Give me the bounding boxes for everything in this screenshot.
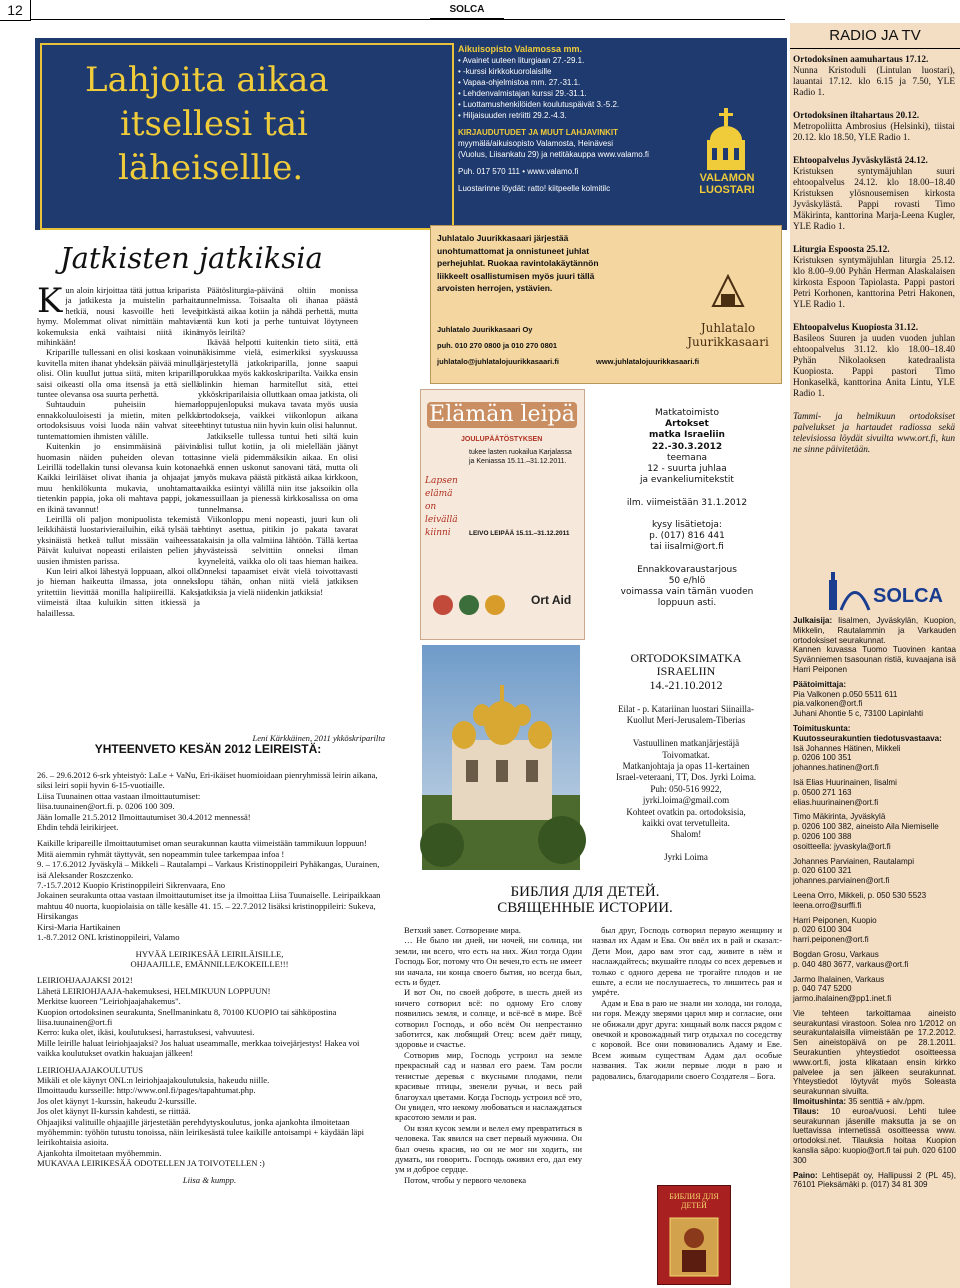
russian-title-line1: БИБЛИЯ ДЛЯ ДЕТЕЙ. — [510, 884, 660, 900]
summary-line: Ohjaajiksi valituille ohjaajille järjestetään perehdytyskoulutus, jonka ajankohta ilmoitetaan myöhemmin: työhön tutustu tonoissa, näin leirikesästä tulee kaikille antoisampi + käydään läpi leirikohtaisia asioita. — [37, 1116, 365, 1148]
ad-slogan-line: läheisellle. — [118, 148, 304, 188]
header-rule — [30, 19, 785, 20]
juhla-line: perhejuhlat. Ruokaa ravintolakäytännön — [437, 258, 599, 268]
paragraph-text: Kun leiri alkoi lähestyä loppuaan, alkoi olla jo hieman haikeutta ilmassa, jota onneksi yritettiin lievittää monilla halipiireillä. Kaksi viimeistä iltaa kuluikin sitten itkiessä ja halaillessa. — [37, 565, 200, 618]
radio-item — [793, 111, 955, 144]
ad-phone[interactable]: Puh. 017 570 111 • www.valamo.fi — [458, 167, 579, 176]
imprint-text: Iisalmen, Jyväskylän, Kuopion, Mikkelin, Rautalammin ja Varkauden ortodoksiset seurakunnat. — [793, 616, 956, 645]
russian-paragraph: Ветхий завет. Сотворение мира. — [404, 925, 521, 935]
juhla-lines — [437, 232, 677, 295]
summary-line: 26. – 29.6.2012 6-srk yhteistyö: LaLe + VaNu, Eri-ikäiset huomioidaan pienryhmissä leirin aikana, siksi leiri sopii hyvin 6-15-vuotiaille. — [37, 770, 378, 791]
imprint-line — [793, 798, 956, 808]
ad-booking-text: myymälä/aikuisopisto Valamosta, Heinävesi — [458, 139, 614, 148]
matka-line: ja evankeliumitekstit — [640, 475, 734, 486]
israel-line: Matkanjohtaja ja opas 11-kertainen — [622, 761, 750, 772]
juhla-line: Juhlatalo Juurikkasaari järjestää — [437, 233, 569, 243]
summary-line: LEIRIOHJAAJAKOULUTUS — [37, 1064, 143, 1075]
imprint-text: Bogdan Grosu, Varkaus — [793, 949, 879, 959]
imprint-text: Pia Valkonen p.050 5511 611 — [793, 689, 898, 699]
imprint-line — [793, 690, 956, 700]
radio-item-title: Liturgia Espoosta 25.12. — [793, 245, 890, 255]
leipa-subtitle: JOULUPÄÄTÖSTYKSEN — [461, 436, 543, 443]
summary-line: HYVÄÄ LEIRIKESÄÄ LEIRILÄISILLE, — [135, 948, 284, 959]
imprint-line — [793, 680, 956, 690]
ad-item: • Hiljaisuuden retriitti 29.2.-4.3. — [458, 111, 567, 120]
juhla-phone: puh. 010 270 0800 ja 010 270 0801 — [437, 341, 558, 350]
paragraph-text: Leirillä oli paljon monipuolista tekemistä leikkihäistä luostarivierailuihin, eikä tylsää tai yksinäistä hetkeä tullut missään vaiheessa. Päivät kuluivat nopeasti erilaisten pelien ja uusien ihmisten parissa. — [37, 513, 200, 566]
matka-line: loppuun asti. — [657, 598, 717, 609]
imprint-line — [793, 901, 956, 911]
summary-line: Kirsi-Maria Hartikainen — [37, 921, 121, 932]
matka-line: Ennakkovaraustarjous — [637, 564, 737, 575]
imprint-line — [793, 975, 956, 985]
summary-line: Kerro: kuka olet, ikäsi, koulutuksesi, harrastuksesi, vahvuutesi. — [37, 1027, 255, 1038]
russian-title-line2: СВЯЩЕННЫЕ ИСТОРИИ. — [497, 900, 673, 916]
imprint-line — [793, 724, 956, 734]
summary-line: Mille leirille haluat leiriohjaajaksi? Jos haluat useammalle, merkkaa toivejärjestys! Hakea voi vaikka koulutukset ovatkin hakuajan jälkeen! — [37, 1037, 360, 1059]
imprint-line — [793, 994, 956, 1004]
imprint-line — [793, 645, 956, 674]
ortaid-logo: Ort Aid — [531, 593, 572, 607]
israel-line: Eilat - p. Katariinan luostari Siinailla- — [618, 704, 754, 714]
radio-item-title: Ehtoopalvelus Jyväskylästä 24.12. — [793, 156, 928, 166]
israel-line: Kuollut Meri-Jerusalem-Tiberias — [626, 715, 746, 726]
article-paragraph — [198, 514, 358, 597]
imprint-text: Lehtisepät oy, Hallipussi 2 (PL 45), 76101 Pieksämäki p. (017) 34 81 309 — [793, 1170, 956, 1190]
imprint-label: Tilaus: — [793, 1106, 819, 1116]
imprint-text: p. 0500 271 163 — [793, 787, 852, 797]
russian-paragraph: Он взял кусок земли и велел ему превратиться в человека. Так явился на свет первый мужчина. Он был очень красив, но он не мог ни ходить, ни думать, ни говорить. Господь оживил его, дал ему ум и доброе сердце. — [395, 1122, 582, 1175]
summary-line: Mikäli et ole käynyt ONL:n leiriohjaajakoulutuksia, hakeudu niille. — [37, 1074, 270, 1085]
paragraph-text: Jatkikselle tullessa tuntui heti siltä kuin olisi tullut kotiin, ja oli mielellään jäänyt sinne vielä pidemmäksikin aikaa. En olisi ehkä ennen uskonut sanovani tätä, mutta oli myös mukava päästä pitkästä aikaa kirkkoon, vaikka esiintyi välillä niin itse jaksoikin olla messuillaan ja pienessä kirkkosalissa on oma tunnelmansa. — [198, 430, 358, 514]
radio-note: Tammi- ja helmikuun ortodoksiset palvelukset ja hartaudet radiossa sekä televisiossa löydät sivuilta www.ort.fi, kun ne sinne päivitetään. — [793, 412, 955, 455]
imprint-line — [793, 616, 956, 645]
imprint-line — [793, 763, 956, 773]
imprint-text: p. 040 480 3677, varkaus@ort.fi — [793, 959, 909, 969]
book-icon-image — [668, 1216, 720, 1278]
radio-item-text: Metropoliitta Ambrosius (Helsinki), tiistai 20.12. klo 18.50, YLE Radio 1. — [793, 122, 955, 143]
imprint-line — [793, 1097, 956, 1107]
article-paragraph — [37, 347, 200, 399]
imprint-text: jarmo.ihalainen@pp1.inet.fi — [793, 994, 892, 1004]
imprint-line — [793, 753, 956, 763]
matka-line — [592, 554, 782, 565]
imprint-text: Harri Peiponen, Kuopio — [793, 915, 877, 925]
israel-title2: ISRAELIIN — [656, 664, 716, 678]
ad-slogan-line: itsellesi tai — [120, 104, 308, 144]
page-number: 12 — [0, 0, 31, 21]
summary-signature: Liisa & kumpp. — [182, 1174, 237, 1185]
ad-item: • Luottamushenkilöiden koulutuspäivät 3.-5.2. — [458, 100, 620, 109]
imprint-text: p. 020 6100 321 — [793, 866, 852, 876]
imprint-text: Vie tehteen tarkoittamaa aineisto seurakuntasi virastoon. Solea nro 1/2012 on seurakuntalaisilla viimeistään pe 17.2.2012. Sen aineistopäivä on pe 28.1.2011. Seurakuntien yhteystiedot osoitteessa www.ort.fi, josta klikataan ensin kirkko palvelee ja sen jälkeen seurakunnat. Yhteystiedot löytyvät myös Soleasta seurakunnan sivuilta. — [793, 1008, 956, 1097]
matka-line: ilm. viimeistään 31.1.2012 — [626, 497, 748, 508]
leipa-title: Elämän leipä — [427, 402, 577, 428]
summary-line: Merkitse kuoreen "Leiriohjaajahakemus". — [37, 996, 181, 1007]
imprint-line — [793, 778, 956, 788]
summary-line: Kaikille kripareille ilmoittautumiset oman seurakunnan kautta viimeistään tammikuun loppuun! Mitä aiemmin ryhmät täyttyvät, sen nopeammin tulee tarkempaa infoa ! — [37, 838, 367, 859]
paragraph-text: Kriparille tullessani en olisi koskaan voinut kuvitella miten ihanat yhdeksän päivää minulla olisi. Olin kuullut juttua siitä, miten kriparilla saisi oikeasti olla oma itsensä ja että siellä tuntee olevansa osa suurta perhettä. — [37, 347, 200, 400]
imprint-line — [793, 1171, 956, 1191]
israel-line: Puh: 050-516 9922, — [650, 783, 722, 794]
summary-body — [37, 770, 382, 1185]
israel-line: Toivomatkat. — [662, 749, 710, 760]
article-paragraph — [198, 431, 358, 514]
summary-line: Liisa Tuunainen ottaa vastaan ilmoittautumiset: — [37, 790, 201, 801]
imprint-text: 35 senttiä + alv./ppm. — [846, 1097, 925, 1107]
radio-item-text: Nunna Kristoduli (Lintulan luostari), lauantai 17.12. klo 6.15 ja 7.50, YLE Radio 1. — [793, 66, 955, 98]
leipa-text: tukee lasten ruokailua Karjalassa ja Keniassa 15.11.–31.12.2011. — [469, 449, 572, 465]
juhla-logo-icon — [703, 266, 753, 316]
article-paragraph — [37, 399, 200, 441]
matka-line: 50 e/hlö — [668, 576, 706, 587]
imprint-text: Timo Mäkirinta, Jyväskylä — [793, 812, 886, 822]
imprint-line — [793, 1009, 956, 1097]
matka-line: 12 - suurta juhlaa — [647, 464, 727, 475]
israel-lines — [588, 704, 784, 864]
summary-line: 9. – 17.6.2012 Jyväskylä – Mikkeli – Rautalampi – Varkaus Kristinoppileiri Pyhäkangas, Uurainen, isä Aleksander Roszczenko. — [37, 859, 380, 880]
book-title: БИБЛИЯ ДЛЯ ДЕТЕЙ — [669, 1192, 719, 1210]
article-paragraph — [37, 281, 200, 348]
masthead: SOLCA — [430, 2, 504, 20]
summary-line: Ilmoittaudu kursseille: http://www.onl.fi/pages/tapahtumat.php. — [37, 1085, 256, 1096]
bible-book-cover — [657, 1185, 731, 1285]
summary-line: Jään lomalle 21.5.2012 Ilmoittautumiset 30.4.2012 mennessä! — [37, 811, 251, 822]
imprint-text: Johannes Parviainen, Rautalampi — [793, 856, 915, 866]
summary-line: 7.-15.7.2012 Kuopio Kristinoppileiri Sikrenvaara, Eno — [37, 880, 226, 891]
radio-item-text: Kristuksen syntymäjuhlan liturgia 25.12. klo 8.00–9.00 Pyhän Herman Alaskalaisen kirkosta Espoon Tapiolasta. Pappi pastori Petri Korhonen, kanttorina Petri Hakonen, YLE Radio 1. — [793, 256, 955, 310]
russian-paragraph: Адам и Ева в раю не знали ни холода, ни голода, ни горя. Между зверями царил мир и согласие, они не обижали друг друга: хищный волк пасся рядом с овечкой и кровожадный тигр отдыхал по соседству с коровой. Все они повиновались Адаму и Еве. Всем живым существам Адам дал особые названия. Так жили первые люди в раю и радовались, благодарили своего Создателя – Бога. — [592, 997, 782, 1081]
ad-booking-address: (Vuolus, Liisankatu 29) ja netitäkauppa www.valamo.fi — [458, 150, 649, 159]
imprint-text: p. 0206 100 351 — [793, 753, 852, 763]
radio-item — [793, 323, 955, 400]
elaman-leipa-ad[interactable] — [420, 389, 585, 640]
ad-slogan-line: Lahjoita aikaa — [85, 60, 329, 100]
imprint-text: pia.valkonen@ort.fi — [793, 699, 863, 709]
paragraph-text: un aloin kirjoittaa tätä juttua kriparista ja jatkikesta ja muistelin parhaita hetkiä, nousi kasvoille heti leveä hymy. Molemmat olivat nimittäin mahtavia kokemuksia enkä vaihtaisi niitä ikinä mihinkään! — [37, 285, 200, 348]
matka-line: voimassa vain tämän vuoden — [620, 587, 754, 598]
partner-logos-icon — [431, 590, 521, 620]
radio-tv-heading: RADIO JA TV — [790, 23, 960, 49]
summary-line: MUKAVAA LEIRIKESÄÄ ODOTELLEN JA TOIVOTELLEN :) — [37, 1158, 265, 1169]
article-column-2 — [198, 285, 358, 597]
imprint-line — [793, 891, 956, 901]
summary-line: 1.-8.7.2012 ONL kristinoppileiri, Valamo — [37, 932, 180, 943]
imprint-line — [793, 734, 956, 744]
imprint-text: Leena Orro, Mikkeli, p. 050 530 5523 — [793, 890, 927, 900]
summary-line: Kuopion ortodoksinen seurakunta, Snellmaninkatu 8, 70100 KUOPIO tai sähköpostina liisa.tuunainen@ort.fi — [37, 1006, 337, 1027]
russian-column-1 — [395, 925, 582, 1185]
imprint-text: Isä Johannes Hätinen, Mikkeli — [793, 743, 901, 753]
israel-title: ORTODOKSIMATKA — [630, 651, 742, 665]
ad-title: Aikuisopisto Valamossa mm. — [458, 44, 583, 54]
imprint-label: Paino: — [793, 1170, 818, 1180]
juhlatalo-ad[interactable] — [430, 225, 782, 384]
solca-logo-text: SOLCA — [873, 585, 943, 607]
summary-line: liisa.tuunainen@ort.fi. p. 0206 100 309. — [37, 801, 175, 812]
imprint-text: p. 040 747 5200 — [793, 984, 852, 994]
imprint-label: Ilmoitushinta: — [793, 1097, 847, 1107]
imprint-label: Päätoimittaja: — [793, 679, 847, 689]
imprint-text: johannes.parviainen@ort.fi — [793, 876, 890, 886]
summary-line: Lähetä LEIRIOHJAAJA-hakemuksesi, HELMIKUUN LOPPUUN! — [37, 985, 271, 996]
israel-trip-ad — [588, 652, 784, 864]
juhla-line: arvoisten herrojen, ystävien. — [437, 283, 553, 293]
valamo-logo-name: VALAMON — [699, 172, 755, 184]
imprint-text: p. 020 6100 304 — [793, 925, 852, 935]
paragraph-text: Kuitenkin jo ensimmäisinä päivinä huomasin näiden puheiden olevan totta. Leirillä todellakin tunsi olevansa kuin kotona. Kaikki leiriläiset olivat ihania ja ohjaajat ja muu henkilökunta mukavia, unohtamatta tietenkin pappia, joka oli mahtava pappi, joka en ikinä tavannut! — [37, 441, 200, 514]
radio-item-title: Ortodoksinen iltahartaus 20.12. — [793, 111, 920, 121]
russian-paragraph: И вот Он, по своей доброте, в шесть дней из ничего сотворил всё: по одному Его слову появились земля, и солнце, и всё-всё в мире. Всё сотворил Господь, и обо всём Он непрестанно заботится, как любящий Отец: всем даёт пищу, здоровье и счастье. — [395, 987, 582, 1050]
imprint-text: Juhani Ahontie 5 c, 73100 Lapinlahti — [793, 709, 924, 719]
matka-line — [592, 486, 782, 497]
summary-line: Jokainen seurakunta ottaa vastaan ilmoittautumiset itse ja ilmoittaa Liisa Tuunaiselle. Leiripaikkaan mahtuu 40 nuorta, kuopiolaisia on tälle kesälle 41. 15. – 22.7.2012 lisäksi kristinoppileiri: Sukeva, Hirsikangas — [37, 890, 381, 922]
imprint-line — [793, 876, 956, 886]
imprint-text: Jarmo Ihalainen, Varkaus — [793, 974, 885, 984]
imprint-line — [793, 788, 956, 798]
juhla-email[interactable]: juhlatalo@juhlatalojuurikkasaari.fi — [437, 357, 559, 366]
russian-paragraph: был друг, Господь сотворил первую женщину и назвал их Адам и Ева. Он ввёл их в рай и сказал:- Дети Мои, даро вам этот сад, живите в нём и наслаждайтесь; вкушайте плоды со всех деревьев и только с одного дерева не трогайте плодов и не ешьте, а если не послушаетесь, то лишитесь рая и умрёте. — [592, 925, 782, 998]
leipa-dates: LEIVO LEIPÄÄ 15.11.–31.12.2011 — [469, 530, 570, 537]
israel-line: kaikki ovat tervetulleita. — [642, 818, 730, 829]
summary-line: Ajankohta ilmoitetaan myöhemmin. — [37, 1147, 162, 1158]
radio-item — [793, 156, 955, 233]
israel-line: Jyrki Loima — [664, 852, 708, 863]
article-paragraph — [198, 285, 358, 337]
article-paragraph — [198, 337, 358, 431]
article-title: Jatkisten jatkiksia — [60, 241, 323, 275]
imprint-line — [793, 699, 956, 709]
summary-line: OHJAAJILLE, EMÄNNILLE/KOKEILLE!!! — [130, 958, 289, 969]
article-paragraph — [37, 441, 200, 514]
ad-footer: Luostarinne löydät: ratto! kiitpeelle kolmitilc — [458, 184, 611, 193]
israel-line: Vastuullinen matkanjärjestäjä — [632, 738, 740, 749]
imprint-label: Toimituskunta: — [793, 723, 851, 733]
juhla-contact: Juhlatalo Juurikkasaari Oy — [437, 325, 533, 334]
russian-paragraph: … Не было ни дней, ни ночей, ни солнца, ни земли, ни всего, что есть на них. Жил тогда Один Господь Бог, потому что Он вечен,то есть не имеет ни начала, ни конца своего бытия, но всегда был, есть и будет. — [395, 935, 582, 988]
leipa-handwritten: Lapsen elämä on leivällä kiinni — [425, 476, 458, 538]
imprint-line — [793, 822, 956, 832]
israel-line — [588, 727, 784, 738]
imprint-line — [793, 916, 956, 926]
church-photo — [422, 645, 580, 870]
radio-item — [793, 55, 955, 99]
juhla-logo: Juhlatalo Juurikkasaari — [687, 321, 769, 349]
dropcap-letter: K — [37, 281, 63, 321]
imprint-line — [793, 866, 956, 876]
radio-item-title: Ehtoopalvelus Kuopiosta 31.12. — [793, 323, 919, 333]
imprint-line — [793, 709, 956, 719]
imprint-line — [793, 832, 956, 842]
matkatoimisto-ad — [592, 408, 782, 610]
israel-line: Israel-veteraani, TT, Dos. Jyrki Loima. — [615, 772, 757, 783]
article-column-1 — [37, 281, 200, 618]
radio-item — [793, 245, 955, 311]
matka-line: teemana — [666, 452, 708, 463]
radio-item-title: Ortodoksinen aamuhartaus 17.12. — [793, 55, 929, 65]
imprint-line — [793, 744, 956, 754]
article-paragraph — [37, 514, 200, 566]
israel-line: Kohteet ovatkin pa. ortodoksisia, — [626, 806, 746, 817]
solca-logo-icon — [825, 570, 943, 614]
imprint-text: johannes.hatinen@ort.fi — [793, 763, 879, 773]
juhla-line: unohtumattomat ja onnistuneet juhlat — [437, 245, 590, 256]
paragraph-text: Suhtauduin puheisiin hieman ennakkoluuloisesti ja mietin, miten pelkkä ortodoksisuus voisi luoda näin vahvat siteet tuntemattomien ihmisten välille. — [37, 399, 200, 441]
russian-paragraph: Сотворив мир, Господь устроил на земле прекрасный сад и назвал его раем. Там росли тенистые деревья с вкусными плодами, пели красивые птицы, звенели ручьи, и весь рай благоухал цветами. Когда Господь устроил всё это, Он увидел, что некому любоваться и наслаждаться красотою земли и рая. — [395, 1049, 582, 1123]
valamo-logo-sub: LUOSTARI — [699, 184, 755, 196]
summary-line: Ehdin tehdä leirikirjeet. — [37, 822, 119, 833]
imprint-line — [793, 950, 956, 960]
imprint-text: Isä Elias Huurinainen, Iisalmi — [793, 777, 897, 787]
imprint-text: Kannen kuvassa Tuomo Tuovinen kantaa Syvänniemen tsasounan ristiä, kuvaajana isä Harri Peiponen — [793, 645, 956, 674]
imprint-label: Julkaisija: — [793, 616, 833, 625]
imprint-text: elias.huurinainen@ort.fi — [793, 797, 879, 807]
juhla-www[interactable]: www.juhlatalojuurikkasaari.fi — [596, 357, 700, 366]
article-signature: Leni Kärkkäinen, 2011 ykköskriparilta — [252, 733, 385, 743]
paragraph-text: Ikävää helpotti kuitenkin tieto siitä, että näkisimme vielä, esimerkiksi syyskuussa järjestetyllä jatkokriparilla, jonne saapui porukkaa myös kakkoskriparilta. Vaikka ensin olinkin hieman harmitellut sitä, ettei ykköskriparilaisia olluttkaan omaa jatkista, oli loppujenlopuksi mukava tavata myös uusia ortodokseja, vaikkei viikonlopun aikana ehtinyt tutustua niin hyvin kuin olisi halunnut. — [198, 337, 358, 431]
imprint — [793, 616, 956, 1190]
imprint-line — [793, 842, 956, 852]
juhla-line: liikkeelt osallistumisen myös juuri tällä — [437, 270, 595, 281]
ad-booking-title: KIRJAUDUTUDET JA MUUT LAHJAVINKIT — [458, 128, 618, 137]
radio-item-text: Kristuksen syntymäjuhlan suuri ehtoopalvelus 24.12. klo 18.00–18.40 Kristuksen ylösnousemisen kirkosta Jyväskylästä. Pappi rovasti Timo Mäkirinta, kanttorina Marja-Leena Kugler, YLE Radio 1. — [793, 167, 955, 232]
imprint-text: osoitteella: jyvaskyla@ort.fi — [793, 841, 891, 851]
matka-line — [592, 509, 782, 520]
summary-line: Jos olet käynyt II-kurssin kahdesti, se riittää. — [37, 1106, 191, 1117]
imprint-line — [793, 984, 956, 994]
article-paragraph — [37, 566, 200, 618]
summary-title: YHTEENVETO KESÄN 2012 LEIREISTÄ: — [94, 742, 322, 756]
matka-line: p. (017) 816 441 — [649, 531, 725, 542]
matka-line: matka Israeliin — [649, 430, 725, 441]
matka-line: Matkatoimisto — [655, 408, 719, 418]
israel-line: jyrki.loima@gmail.com — [642, 795, 730, 806]
imprint-line — [793, 812, 956, 822]
israel-line: Shalom! — [670, 829, 702, 840]
imprint-text: leena.orro@surffi.fi — [793, 900, 862, 910]
imprint-text: p. 0206 100 382, aineisto Aila Niemiselle — [793, 822, 939, 832]
imprint-text: 10 euroa/vuosi. Lehti tulee seurakunnan jäsenille maksutta ja se on luettavissa internetissä osoitteessa www. ortodoksi.net. Tilauksia hoitaa Kuopion kanslia säpo: kuopio@ort.fi tai puh. 020 6100 300 — [793, 1106, 956, 1165]
imprint-line — [793, 925, 956, 935]
ad-item: • Avainet uuteen liturgiaan 27.-29.1. — [458, 56, 585, 65]
israel-line — [588, 841, 784, 852]
paragraph-text: Päätösliturgia-päivänä oltiin monissa tunnelmissa. Toisaalta oli ihanaa päästä pitkästä aikaa kotiin ja nähdä perhettä, mutta entä kun koti ja perhe tuntuivat löytyneen myös leiriltä? — [198, 285, 358, 337]
paragraph-text: Viikonloppu meni nopeasti, juuri kun oli ehtinyt asettua, pitikin jo pakata tavarat takaisin ja olla valmiina lähtöön. Tällä kertaa hyvästeissä selvittiin onneksi ilman kyyneleitä, vaikka olo oli taas hieman haikea. Onneksi tapaamiset eivät vielä toivottavasti lopu tähän, onhan niitä vielä jatkiksen jatkiksia ja vielä niidenkin jatkiksia! — [198, 513, 358, 597]
imprint-label: Kuutosseurakuntien tiedotusvastaava: — [793, 733, 942, 743]
radio-item-text: Basileos Suuren ja uuden vuoden juhlan ehtoopalvelus 31.12. klo 18.00–18.40 Pyhän Nikolaoksen katedraalista Kuopiosta. Pappi pastori Timo Honkaselkä, kanttorina Anita Lintu, YLE Radio 1. — [793, 334, 955, 399]
matka-line: tai iisalmi@ort.fi — [650, 542, 724, 553]
russian-paragraph: Потом, чтобы у первого человека — [404, 1174, 527, 1185]
imprint-text: harri.peiponen@ort.fi — [793, 935, 869, 945]
russian-title — [440, 884, 730, 916]
ad-item: • Vapaa-ohjelmistoa mm. 27.-31.1. — [458, 78, 581, 87]
imprint-line — [793, 960, 956, 970]
ad-item: • Lehdenvalmistajan kurssi 29.-31.1. — [458, 89, 587, 98]
imprint-line — [793, 935, 956, 945]
imprint-line — [793, 1107, 956, 1166]
matka-line: Artokset — [665, 419, 709, 430]
radio-list — [793, 55, 955, 456]
matka-line: 22.-30.3.2012 — [651, 441, 723, 452]
israel-dates: 14.-21.10.2012 — [649, 678, 723, 692]
russian-column-2 — [592, 925, 782, 1081]
matka-line: kysy lisätietoja: — [652, 520, 722, 531]
imprint-text: p. 0206 100 388 — [793, 831, 852, 841]
summary-line: LEIRIOHJAAJAKSI 2012! — [37, 975, 133, 986]
imprint-line — [793, 857, 956, 867]
summary-line: Jos olet käynyt 1-kurssin, hakeudu 2-kurssille. — [37, 1095, 197, 1106]
ad-item: • -kurssi kirkkokuorolaisille — [458, 67, 552, 76]
